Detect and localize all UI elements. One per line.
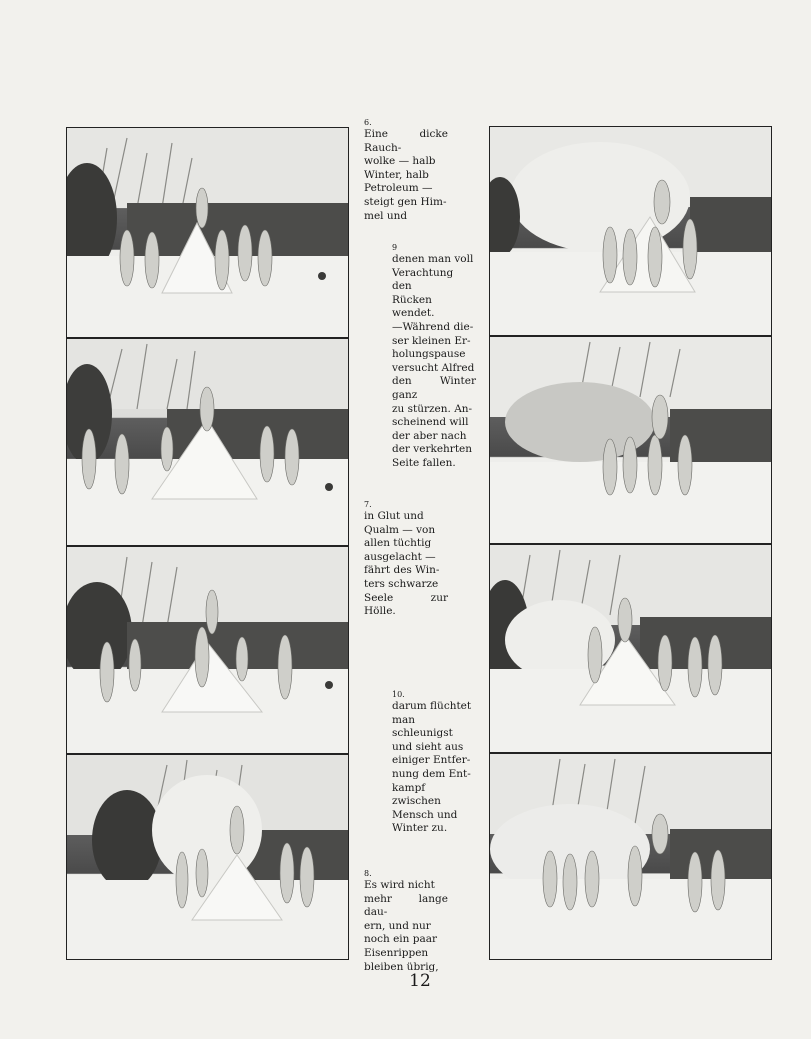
- caption-7: [364, 500, 448, 619]
- caption-number: 7.: [364, 500, 372, 509]
- photo-snowman-dance-1: [66, 127, 349, 338]
- photo-snowman-smoke-3: [489, 336, 772, 544]
- caption-10: [392, 690, 476, 836]
- right-photo-column: [489, 126, 772, 958]
- caption-text: Eine dicke Rauch- wolke — halb Winter, halb Petroleum — steigt gen Him- mel und: [364, 128, 448, 222]
- photo-snowman-smoke-2: [489, 126, 772, 336]
- page-number: 12: [409, 971, 431, 991]
- photo-snowman-dance-3: [66, 546, 349, 754]
- caption-8: [364, 869, 448, 974]
- photo-snowman-dance-2: [66, 338, 349, 546]
- left-photo-column: [66, 127, 349, 958]
- caption-text: darum flüchtet man schleunigst und sieht aus einiger Entfer- nung dem Ent- kampf zwischen Mensch und Winter zu.: [392, 700, 472, 835]
- photo-snowman-smoke-1: [66, 754, 349, 960]
- caption-text: denen man voll Verachtung den Rücken wendet. —Während die- ser kleinen Er- holungspause versucht Alfred den Winter ganz zu stürzen. An- scheinend will der aber nach der verkehrten Seite fallen.: [392, 253, 476, 469]
- caption-number: 9: [392, 243, 398, 252]
- caption-text: Es wird nicht mehr lange dau- ern, und nur noch ein paar Eisenrippen bleiben übrig,: [364, 879, 448, 973]
- caption-number: 6.: [364, 118, 372, 127]
- photo-snowman-fall: [489, 753, 772, 960]
- caption-text: in Glut und Qualm — von allen tüchtig ausgelacht — fährt des Win- ters schwarze Seele zur Hölle.: [364, 510, 448, 618]
- caption-number: 8.: [364, 869, 372, 878]
- caption-6: [364, 118, 448, 223]
- caption-9: [392, 243, 476, 471]
- caption-number: 10.: [392, 690, 405, 699]
- photo-snowman-smoke-4: [489, 544, 772, 753]
